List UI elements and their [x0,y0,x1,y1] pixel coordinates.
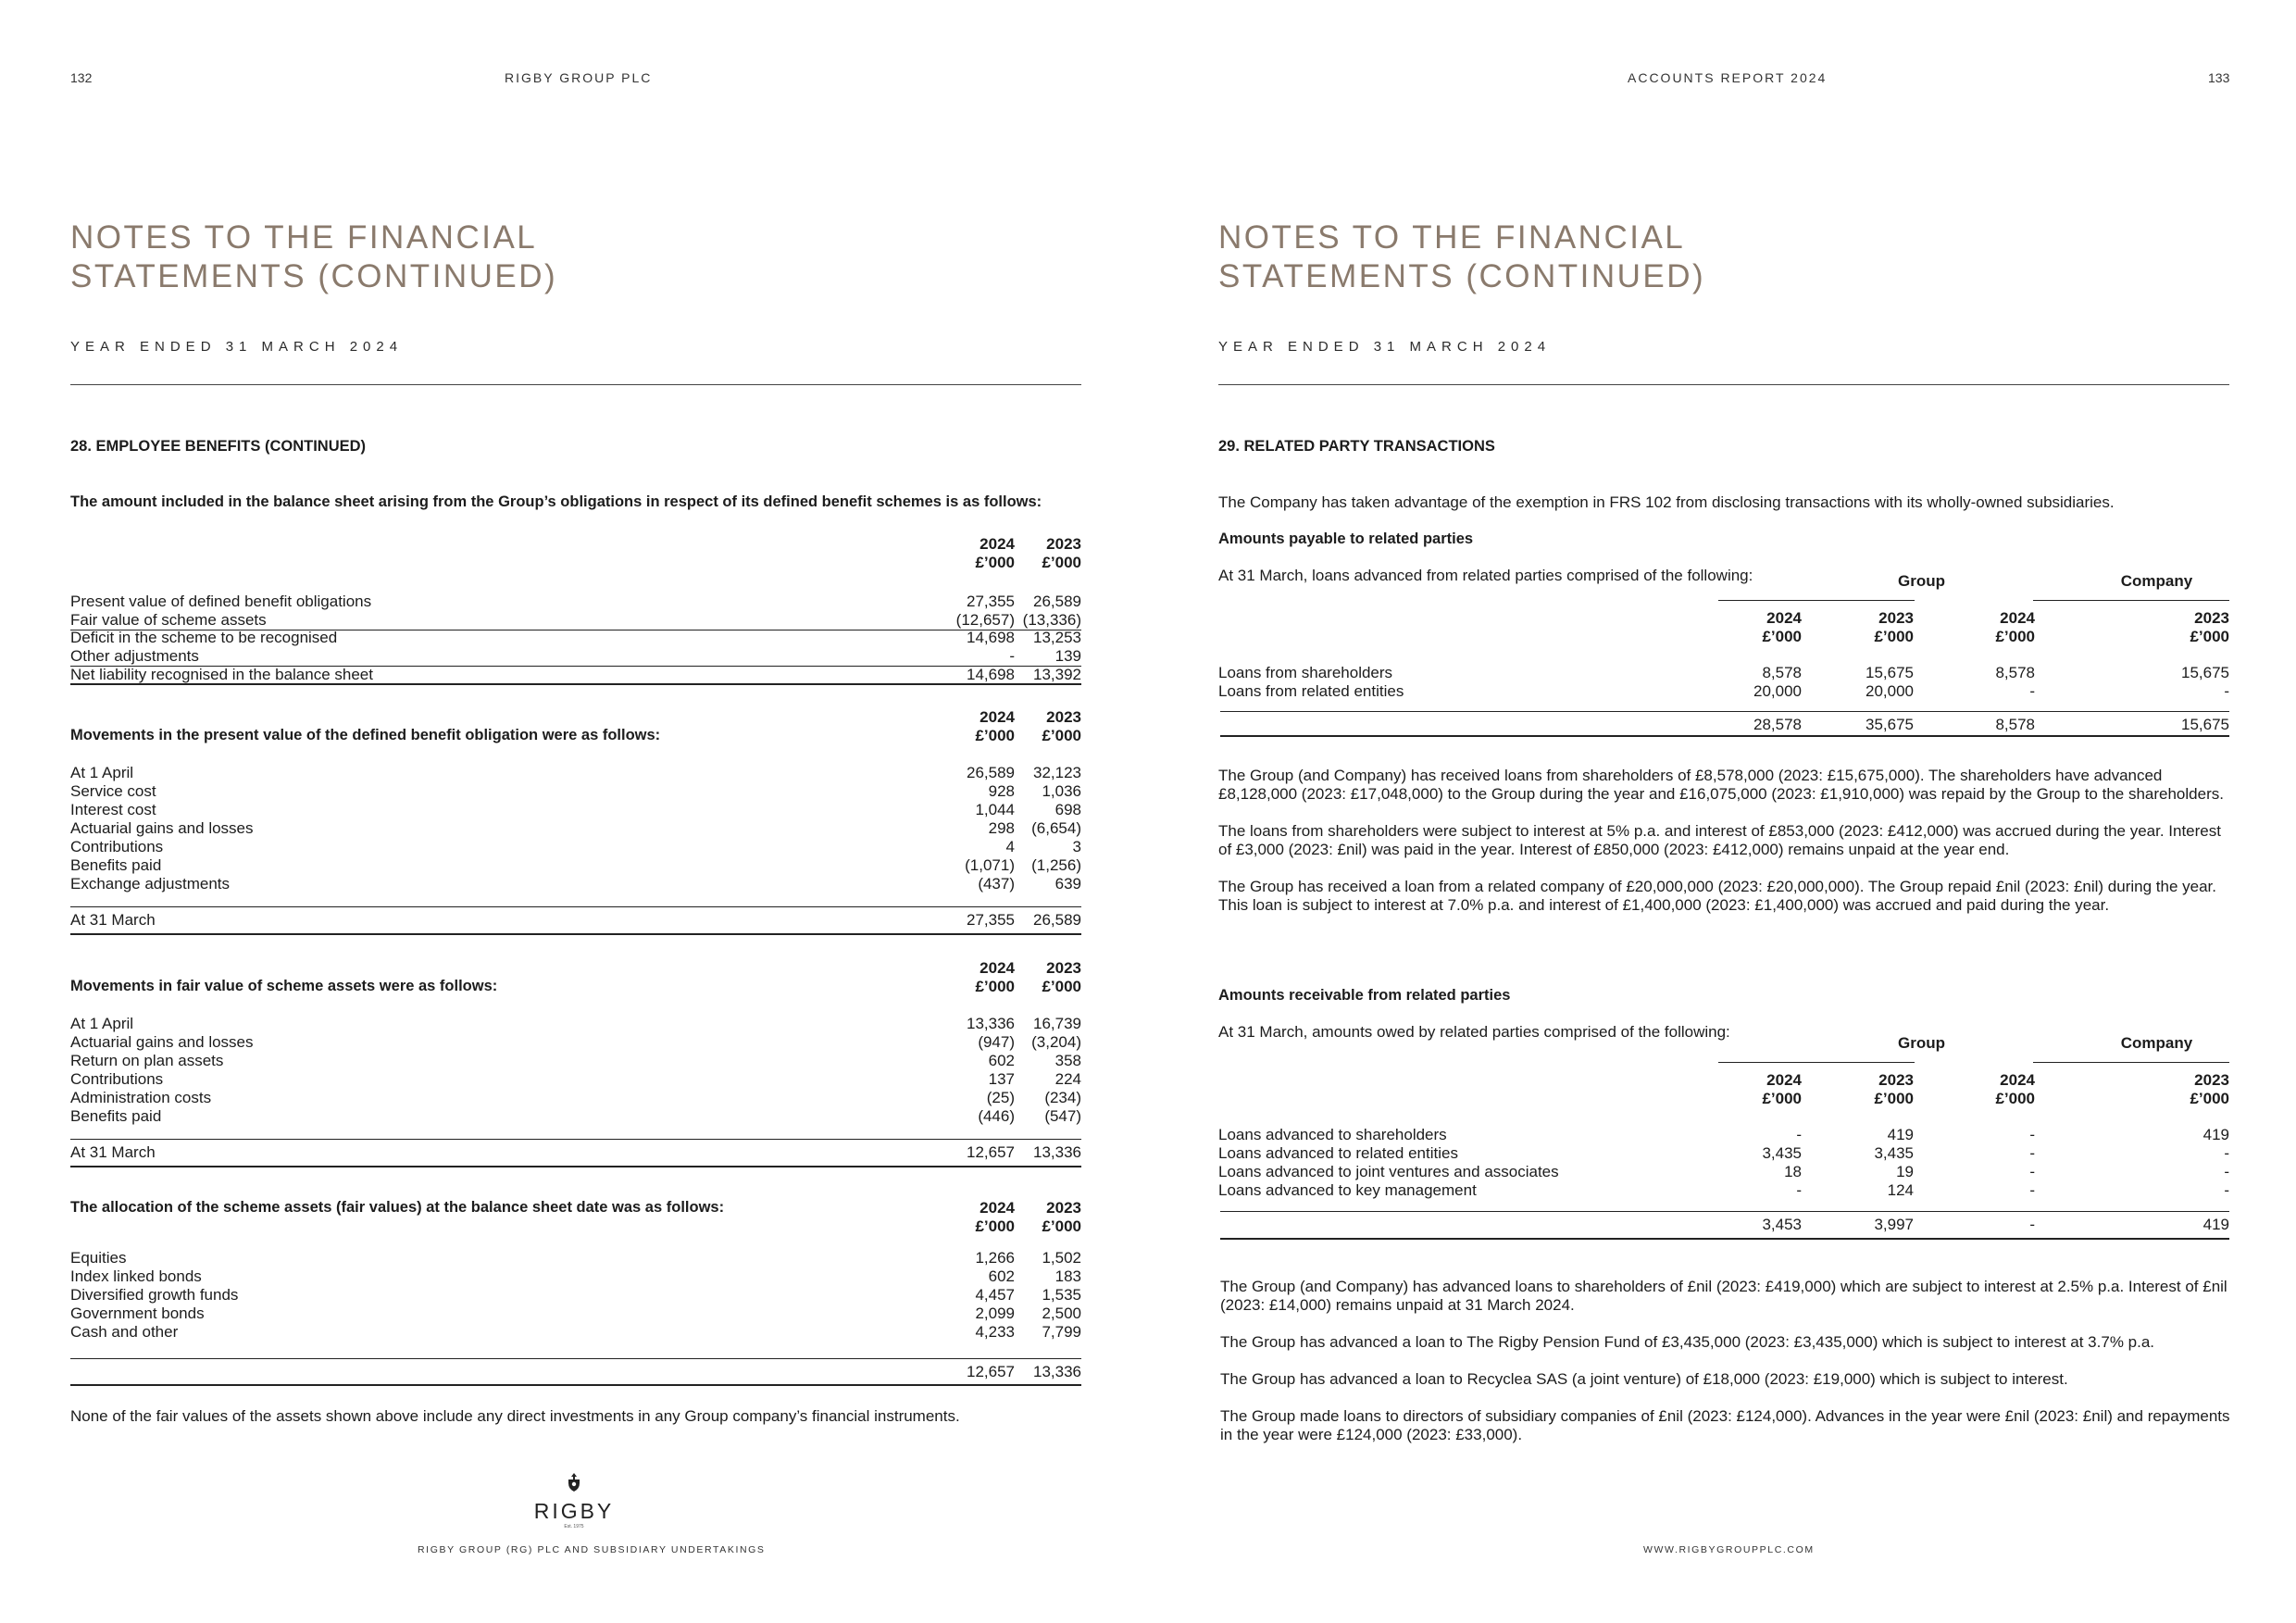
row-label: At 1 April [70,1015,134,1032]
table-row [70,666,1081,684]
cell-value: 1,266 [975,1249,1015,1267]
cell-value: 3 [1072,838,1081,855]
asset-allocation-table [70,1199,1081,1384]
cell-value: - [2029,1216,2035,1233]
company-column-label: Company [2120,1034,2193,1052]
cell-value: 4,457 [975,1286,1015,1304]
column-header [980,535,1081,572]
cell-value: (12,657) [955,611,1015,629]
cell-value: 139 [1054,647,1081,665]
table-row [1218,1216,2229,1234]
cell-value: 13,253 [1033,629,1081,646]
cell-value: - [1009,647,1015,665]
cell-value: 13,336 [1033,1143,1081,1161]
row-label: Fair value of scheme assets [70,611,267,629]
cell-value: - [2224,1163,2229,1180]
cell-value: (6,654) [1031,819,1081,837]
column-year: 2024 [1766,609,1802,627]
cell-value: 20,000 [1753,682,1802,700]
cell-value: 26,589 [1033,911,1081,929]
cell-value: 928 [988,782,1015,800]
cell-value: 27,355 [967,593,1015,610]
row-label: Present value of defined benefit obligations [70,593,372,610]
cell-value: 8,578 [1995,664,2035,681]
cell-value: (25) [986,1089,1015,1106]
column-unit: £’000 [1874,1090,1914,1107]
cell-value: 13,392 [1033,666,1081,683]
note-paragraph: The Group has advanced a loan to The Rigby Pension Fund of £3,435,000 (2023: £3,435,000) which is subject to interest at 3.7% p.a. [1220,1333,2155,1351]
cell-value: 3,997 [1874,1216,1914,1233]
column-year: 2024 [980,535,1015,553]
table-rule [1220,711,2229,712]
column-unit: £’000 [975,1217,1015,1235]
table-row [70,782,1081,801]
column-header [1812,609,1914,646]
column-header [2128,609,2229,646]
cell-value: (234) [1044,1089,1081,1106]
table-row [1218,1144,2229,1163]
cell-value: 419 [2202,1126,2229,1143]
cell-value: (1,256) [1031,856,1081,874]
column-unit: £’000 [1042,554,1081,571]
header-divider [70,384,1081,385]
table-row [70,1363,1081,1381]
table-row [70,1323,1081,1342]
closing-note: None of the fair values of the assets shown above include any direct investments in any Group company’s financial instruments. [70,1407,960,1425]
column-unit: £’000 [1995,1090,2035,1107]
balance-table-heading: The amount included in the balance sheet arising from the Group’s obligations in respect of its defined benefit schemes is as follows: [70,493,1042,510]
cell-value: 1,502 [1042,1249,1081,1267]
row-label: Actuarial gains and losses [70,1033,254,1051]
cell-value: 12,657 [967,1143,1015,1161]
asset-movements-table [70,959,1081,1167]
cell-value: 4,233 [975,1323,1015,1341]
cell-value: - [2029,682,2035,700]
column-unit: £’000 [1762,628,1802,645]
column-year: 2023 [1046,959,1081,977]
column-header [1700,1071,1802,1108]
title-line-1: NOTES TO THE FINANCIAL [70,219,538,256]
note-paragraph: The loans from shareholders were subject to interest at 5% p.a. and interest of £853,000 (2023: £412,000) was accrued during the year. Interest of £3,000 (2023: £nil) was paid in the year. Interest of £850,000 (2023: £412,000) remains unpaid at the year end. [1218,822,2221,858]
row-label: Loans advanced to key management [1218,1181,1477,1199]
table-rule [1220,735,2229,737]
row-label: At 1 April [70,764,134,781]
column-header [1812,1071,1914,1108]
cell-value: - [2029,1181,2035,1199]
period-subtitle: YEAR ENDED 31 MARCH 2024 [70,339,404,355]
note-paragraph: The Group has advanced a loan to Recyclea SAS (a joint venture) of £18,000 (2023: £19,000) which is subject to interest. [1220,1370,2068,1388]
table-row [70,764,1081,782]
note-paragraph: The Group made loans to directors of subsidiary companies of £nil (2023: £124,000). Advances in the year were £nil (2023: £nil) and repayments in the year were £124,000 (2023: £33,000). [1220,1407,2230,1443]
table-row [70,1107,1081,1126]
cell-value: 13,336 [1033,1363,1081,1380]
cell-value: 2,099 [975,1305,1015,1322]
cell-value: 32,123 [1033,764,1081,781]
column-year: 2024 [1766,1071,1802,1089]
receivable-heading: Amounts receivable from related parties [1218,987,1511,1004]
balance-table [70,535,1081,683]
note-paragraph: The Group has received a loan from a related company of £20,000,000 (2023: £20,000,000). The Group repaid £nil (2023: £nil) during the year. This loan is subject to interest at 7.0% p.a. and interest of £1,400,000 (2023: £1,400,000) was accrued and paid during the year. [1218,878,2216,914]
table-row [1218,1163,2229,1181]
column-unit: £’000 [1042,978,1081,995]
period-subtitle: YEAR ENDED 31 MARCH 2024 [1218,339,1552,355]
cell-value: (947) [978,1033,1015,1051]
footer-text: WWW.RIGBYGROUPPLC.COM [1643,1544,1815,1555]
title-line-2: STATEMENTS (CONTINUED) [1218,258,1706,294]
row-label: Cash and other [70,1323,179,1341]
cell-value: (437) [978,875,1015,893]
cell-value: - [1796,1181,1802,1199]
table-rule [70,933,1081,935]
table-rule [1220,1211,2229,1212]
cell-value: 358 [1054,1052,1081,1069]
row-label: Loans from related entities [1218,682,1404,700]
cell-value: - [2224,1144,2229,1162]
column-unit: £’000 [2190,1090,2229,1107]
table-row [1218,664,2229,682]
column-unit: £’000 [975,727,1015,744]
column-year: 2023 [1878,609,1914,627]
table-rule [70,666,1081,667]
row-label: Other adjustments [70,647,199,665]
section-heading: 29. RELATED PARTY TRANSACTIONS [1218,438,1495,455]
cell-value: 137 [988,1070,1015,1088]
cell-value: 12,657 [967,1363,1015,1380]
column-year: 2024 [2000,1071,2035,1089]
cell-value: 698 [1054,801,1081,818]
column-unit: £’000 [1762,1090,1802,1107]
column-year: 2024 [2000,609,2035,627]
cell-value: 124 [1887,1181,1914,1199]
cell-value: - [2029,1163,2035,1180]
column-year: 2023 [2194,609,2229,627]
column-unit: £’000 [1042,1217,1081,1235]
column-year: 2023 [2194,1071,2229,1089]
row-label: Return on plan assets [70,1052,224,1069]
row-label: At 31 March [70,911,156,929]
company-column-label: Company [2120,572,2193,590]
table-row [70,801,1081,819]
table-row [70,1052,1081,1070]
cell-value: 8,578 [1995,716,2035,733]
payable-table [1218,565,2229,741]
cell-value: 3,435 [1874,1144,1914,1162]
row-label: Index linked bonds [70,1267,202,1285]
row-label: Exchange adjustments [70,875,230,893]
column-year: 2023 [1046,1199,1081,1217]
table-rule [70,1166,1081,1167]
cell-value: (1,071) [965,856,1015,874]
table-row [70,819,1081,838]
cell-value: 14,698 [967,629,1015,646]
row-label: Benefits paid [70,1107,162,1125]
cell-value: 183 [1054,1267,1081,1285]
cell-value: 13,336 [967,1015,1015,1032]
cell-value: 602 [988,1267,1015,1285]
column-unit: £’000 [975,554,1015,571]
table-row [70,593,1081,611]
running-header: RIGBY GROUP PLC [505,70,653,85]
table-row [70,647,1081,666]
cell-value: 224 [1054,1070,1081,1088]
row-label: Administration costs [70,1089,212,1106]
row-label: Deficit in the scheme to be recognised [70,629,338,646]
column-header [980,959,1081,996]
column-header [1933,609,2035,646]
running-header: ACCOUNTS REPORT 2024 [1628,70,1828,85]
table-row [70,856,1081,875]
cell-value: 26,589 [967,764,1015,781]
column-header [1933,1071,2035,1108]
table-row [1218,682,2229,701]
column-unit: £’000 [975,978,1015,995]
table-row [70,1249,1081,1267]
column-unit: £’000 [2190,628,2229,645]
cell-value: (547) [1044,1107,1081,1125]
table-row [70,1267,1081,1286]
column-year: 2023 [1046,535,1081,553]
table-row [70,1286,1081,1305]
row-label: Net liability recognised in the balance sheet [70,666,373,683]
page-number: 133 [2208,70,2230,85]
table-row [70,1089,1081,1107]
cell-value: 2,500 [1042,1305,1081,1322]
table-heading: Movements in fair value of scheme assets were as follows: [70,978,498,994]
row-label: Loans from shareholders [1218,664,1393,681]
cell-value: 18 [1784,1163,1802,1180]
table-rule [70,1139,1081,1140]
table-row [1218,716,2229,734]
cell-value: 27,355 [967,911,1015,929]
cell-value: 8,578 [1762,664,1802,681]
cell-value: 14,698 [967,666,1015,683]
cell-value: 35,675 [1866,716,1914,733]
row-label: Equities [70,1249,127,1267]
cell-value: - [1796,1126,1802,1143]
cell-value: 7,799 [1042,1323,1081,1341]
cell-value: 19 [1896,1163,1914,1180]
header-divider [1218,384,2229,385]
row-label: Government bonds [70,1305,205,1322]
table-row [70,611,1081,630]
cell-value: - [2029,1126,2035,1143]
table-row [1218,1126,2229,1144]
cell-value: 419 [1887,1126,1914,1143]
row-label: Benefits paid [70,856,162,874]
column-year: 2023 [1878,1071,1914,1089]
page-number: 132 [70,70,93,85]
table-row [70,911,1081,930]
logo-wordmark: RIGBY [533,1499,615,1523]
column-year: 2024 [980,959,1015,977]
cell-value: 28,578 [1753,716,1802,733]
cell-value: 15,675 [2181,716,2229,733]
column-unit: £’000 [1874,628,1914,645]
row-label: At 31 March [70,1143,156,1161]
obligation-movements-table [70,708,1081,935]
cell-value: 419 [2202,1216,2229,1233]
table-rule [2033,600,2229,601]
footer-text: RIGBY GROUP (RG) PLC AND SUBSIDIARY UNDERTAKINGS [418,1544,766,1555]
column-year: 2023 [1046,708,1081,726]
table-row [70,1033,1081,1052]
cell-value: (13,336) [1022,611,1081,629]
table-row [70,629,1081,647]
cell-value: 1,036 [1042,782,1081,800]
note-paragraph: The Group (and Company) has advanced loans to shareholders of £nil (2023: £419,000) which are subject to interest at 2.5% p.a. Interest of £nil (2023: £14,000) remains unpaid at 31 March 2024. [1220,1278,2227,1314]
row-label: Loans advanced to joint ventures and associates [1218,1163,1559,1180]
column-year: 2024 [980,708,1015,726]
cell-value: 298 [988,819,1015,837]
row-label: Loans advanced to shareholders [1218,1126,1447,1143]
table-row [70,838,1081,856]
row-label: Contributions [70,1070,164,1088]
page-title [1218,218,1705,296]
title-line-1: NOTES TO THE FINANCIAL [1218,219,1686,256]
column-header [1700,609,1802,646]
table-rule [1718,1062,1915,1063]
cell-value: 3,435 [1762,1144,1802,1162]
table-rule [1718,600,1915,601]
group-column-label: Group [1898,1034,1945,1052]
cell-value: 15,675 [2181,664,2229,681]
cell-value: 3,453 [1762,1216,1802,1233]
row-label: Actuarial gains and losses [70,819,254,837]
crest-icon [564,1472,584,1492]
page-title [70,218,557,296]
cell-value: 16,739 [1033,1015,1081,1032]
note-paragraph: The Group (and Company) has received loans from shareholders of £8,578,000 (2023: £15,675,000). The shareholders have advanced £8,128,000 (2023: £17,048,000) to the Group during the year and £16,075,000 (2023: £1,910,000) was repaid by the Group to the shareholders. [1218,767,2224,803]
table-row [70,1015,1081,1033]
right-page [1148,0,2296,1623]
group-column-label: Group [1898,572,1945,590]
cell-value: 1,535 [1042,1286,1081,1304]
cell-value: - [2224,1181,2229,1199]
table-heading: Movements in the present value of the defined benefit obligation were as follows: [70,727,661,743]
cell-value: - [2029,1144,2035,1162]
table-row [70,1305,1081,1323]
column-header [980,1199,1081,1236]
rigby-logo [518,1472,630,1529]
cell-value: 1,044 [975,801,1015,818]
cell-value: 602 [988,1052,1015,1069]
cell-value: 639 [1054,875,1081,893]
row-label: Interest cost [70,801,156,818]
cell-value: - [2224,682,2229,700]
column-year: 2024 [980,1199,1015,1217]
row-label: Service cost [70,782,156,800]
column-header [2128,1071,2229,1108]
column-header [980,708,1081,745]
title-line-2: STATEMENTS (CONTINUED) [70,258,558,294]
table-row [70,875,1081,893]
cell-value: 4 [1005,838,1015,855]
receivable-table [1218,1034,2229,1247]
table-rule [70,683,1081,685]
table-rule [1220,1238,2229,1240]
table-rule [70,906,1081,907]
intro-text: The Company has taken advantage of the exemption in FRS 102 from disclosing transactions with its wholly-owned subsidiaries. [1218,493,2115,511]
cell-value: 26,589 [1033,593,1081,610]
logo-est: Est. 1975 [564,1524,584,1529]
table-rule [70,1358,1081,1359]
cell-value: 15,675 [1866,664,1914,681]
payable-lead: At 31 March, loans advanced from related parties comprised of the following: [1218,567,1753,584]
table-row [1218,1181,2229,1200]
table-rule [2033,1062,2229,1063]
table-row [70,1070,1081,1089]
cell-value: 20,000 [1866,682,1914,700]
cell-value: (3,204) [1031,1033,1081,1051]
table-heading: The allocation of the scheme assets (fair values) at the balance sheet date was as follows: [70,1199,725,1216]
receivable-lead: At 31 March, amounts owed by related parties comprised of the following: [1218,1023,1730,1041]
table-rule [70,1384,1081,1386]
column-unit: £’000 [1995,628,2035,645]
row-label: Contributions [70,838,164,855]
table-row [70,1143,1081,1162]
payable-heading: Amounts payable to related parties [1218,531,1474,547]
section-heading: 28. EMPLOYEE BENEFITS (CONTINUED) [70,438,367,455]
cell-value: (446) [978,1107,1015,1125]
row-label: Diversified growth funds [70,1286,239,1304]
column-unit: £’000 [1042,727,1081,744]
row-label: Loans advanced to related entities [1218,1144,1458,1162]
